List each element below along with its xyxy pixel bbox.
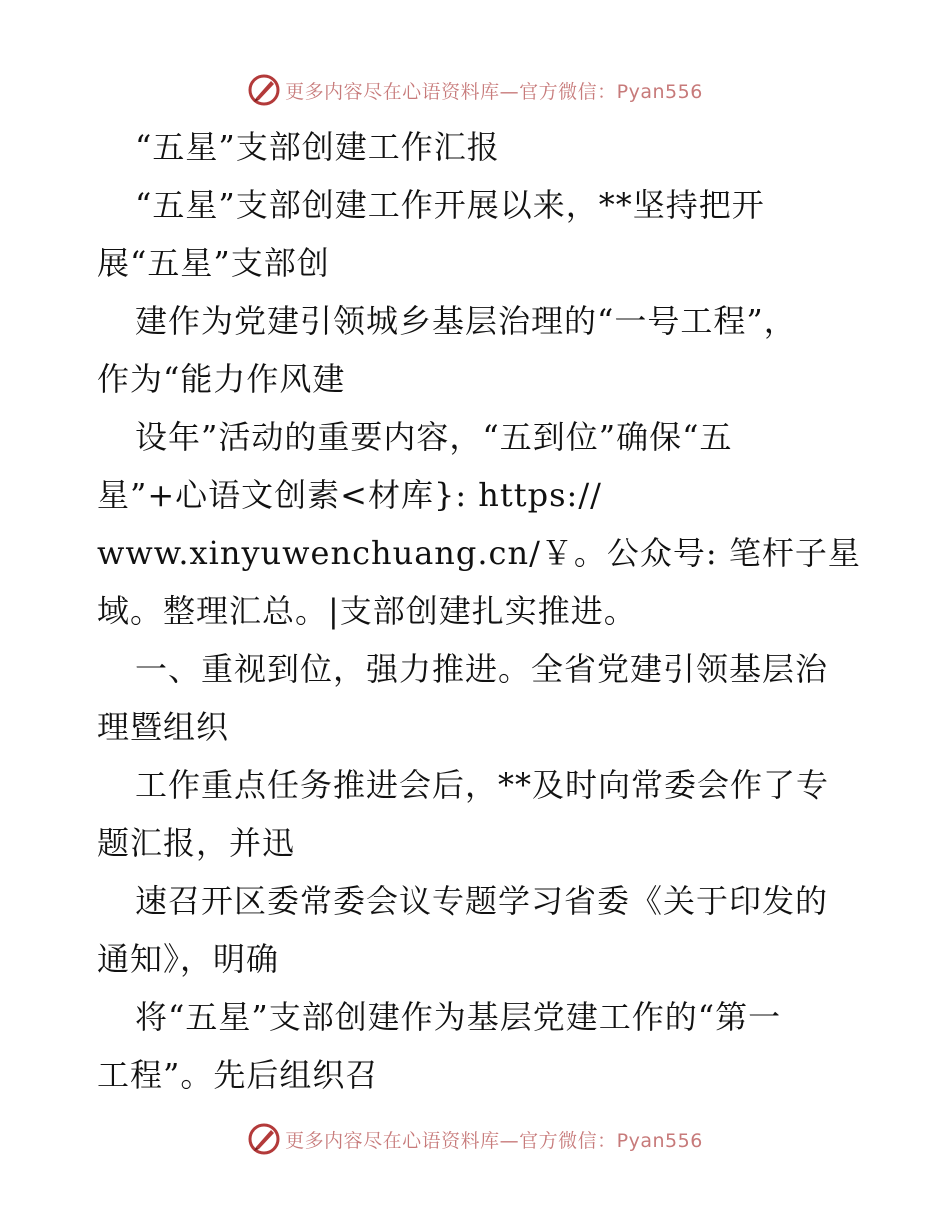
doc-line: “五星”支部创建工作开展以来，**坚持把开	[135, 186, 765, 224]
doc-line: 一、重视到位，强力推进。全省党建引领基层治	[135, 650, 829, 688]
doc-line: 将“五星”支部创建作为基层党建工作的“第一	[135, 998, 782, 1036]
doc-line: 通知》，明确	[97, 940, 280, 978]
doc-line: 工作重点任务推进会后，**及时向常委会作了专	[135, 766, 830, 804]
doc-line: 工程”。先后组织召	[97, 1056, 379, 1094]
doc-line: 域。整理汇总。|支部创建扎实推进。	[97, 592, 637, 630]
quill-logo-icon	[247, 73, 281, 107]
doc-line: 展“五星”支部创	[97, 244, 330, 282]
doc-line: 作为“能力作风建	[97, 360, 346, 398]
header-banner	[0, 70, 950, 110]
doc-line: 速召开区委常委会议专题学习省委《关于印发的	[135, 882, 829, 920]
doc-line: 理暨组织	[97, 708, 230, 746]
banner-text: 更多内容尽在心语资料库—官方微信：Pyan556	[285, 80, 703, 103]
quill-logo-icon	[247, 1122, 281, 1156]
doc-line: 建作为党建引领城乡基层治理的“一号工程”，	[135, 302, 797, 340]
doc-line: 星”+心语文创素<材库}: https://	[97, 476, 602, 514]
document-body	[97, 118, 861, 1104]
banner-text: 更多内容尽在心语资料库—官方微信：Pyan556	[285, 1129, 703, 1152]
doc-line: 题汇报，并迅	[97, 824, 296, 862]
footer-banner	[0, 1119, 950, 1159]
doc-line: 设年”活动的重要内容，“五到位”确保“五	[135, 418, 733, 456]
doc-title: “五星”支部创建工作汇报	[135, 128, 500, 166]
doc-line: www.xinyuwenchuang.cn/￥。公众号: 笔杆子星	[97, 534, 861, 572]
